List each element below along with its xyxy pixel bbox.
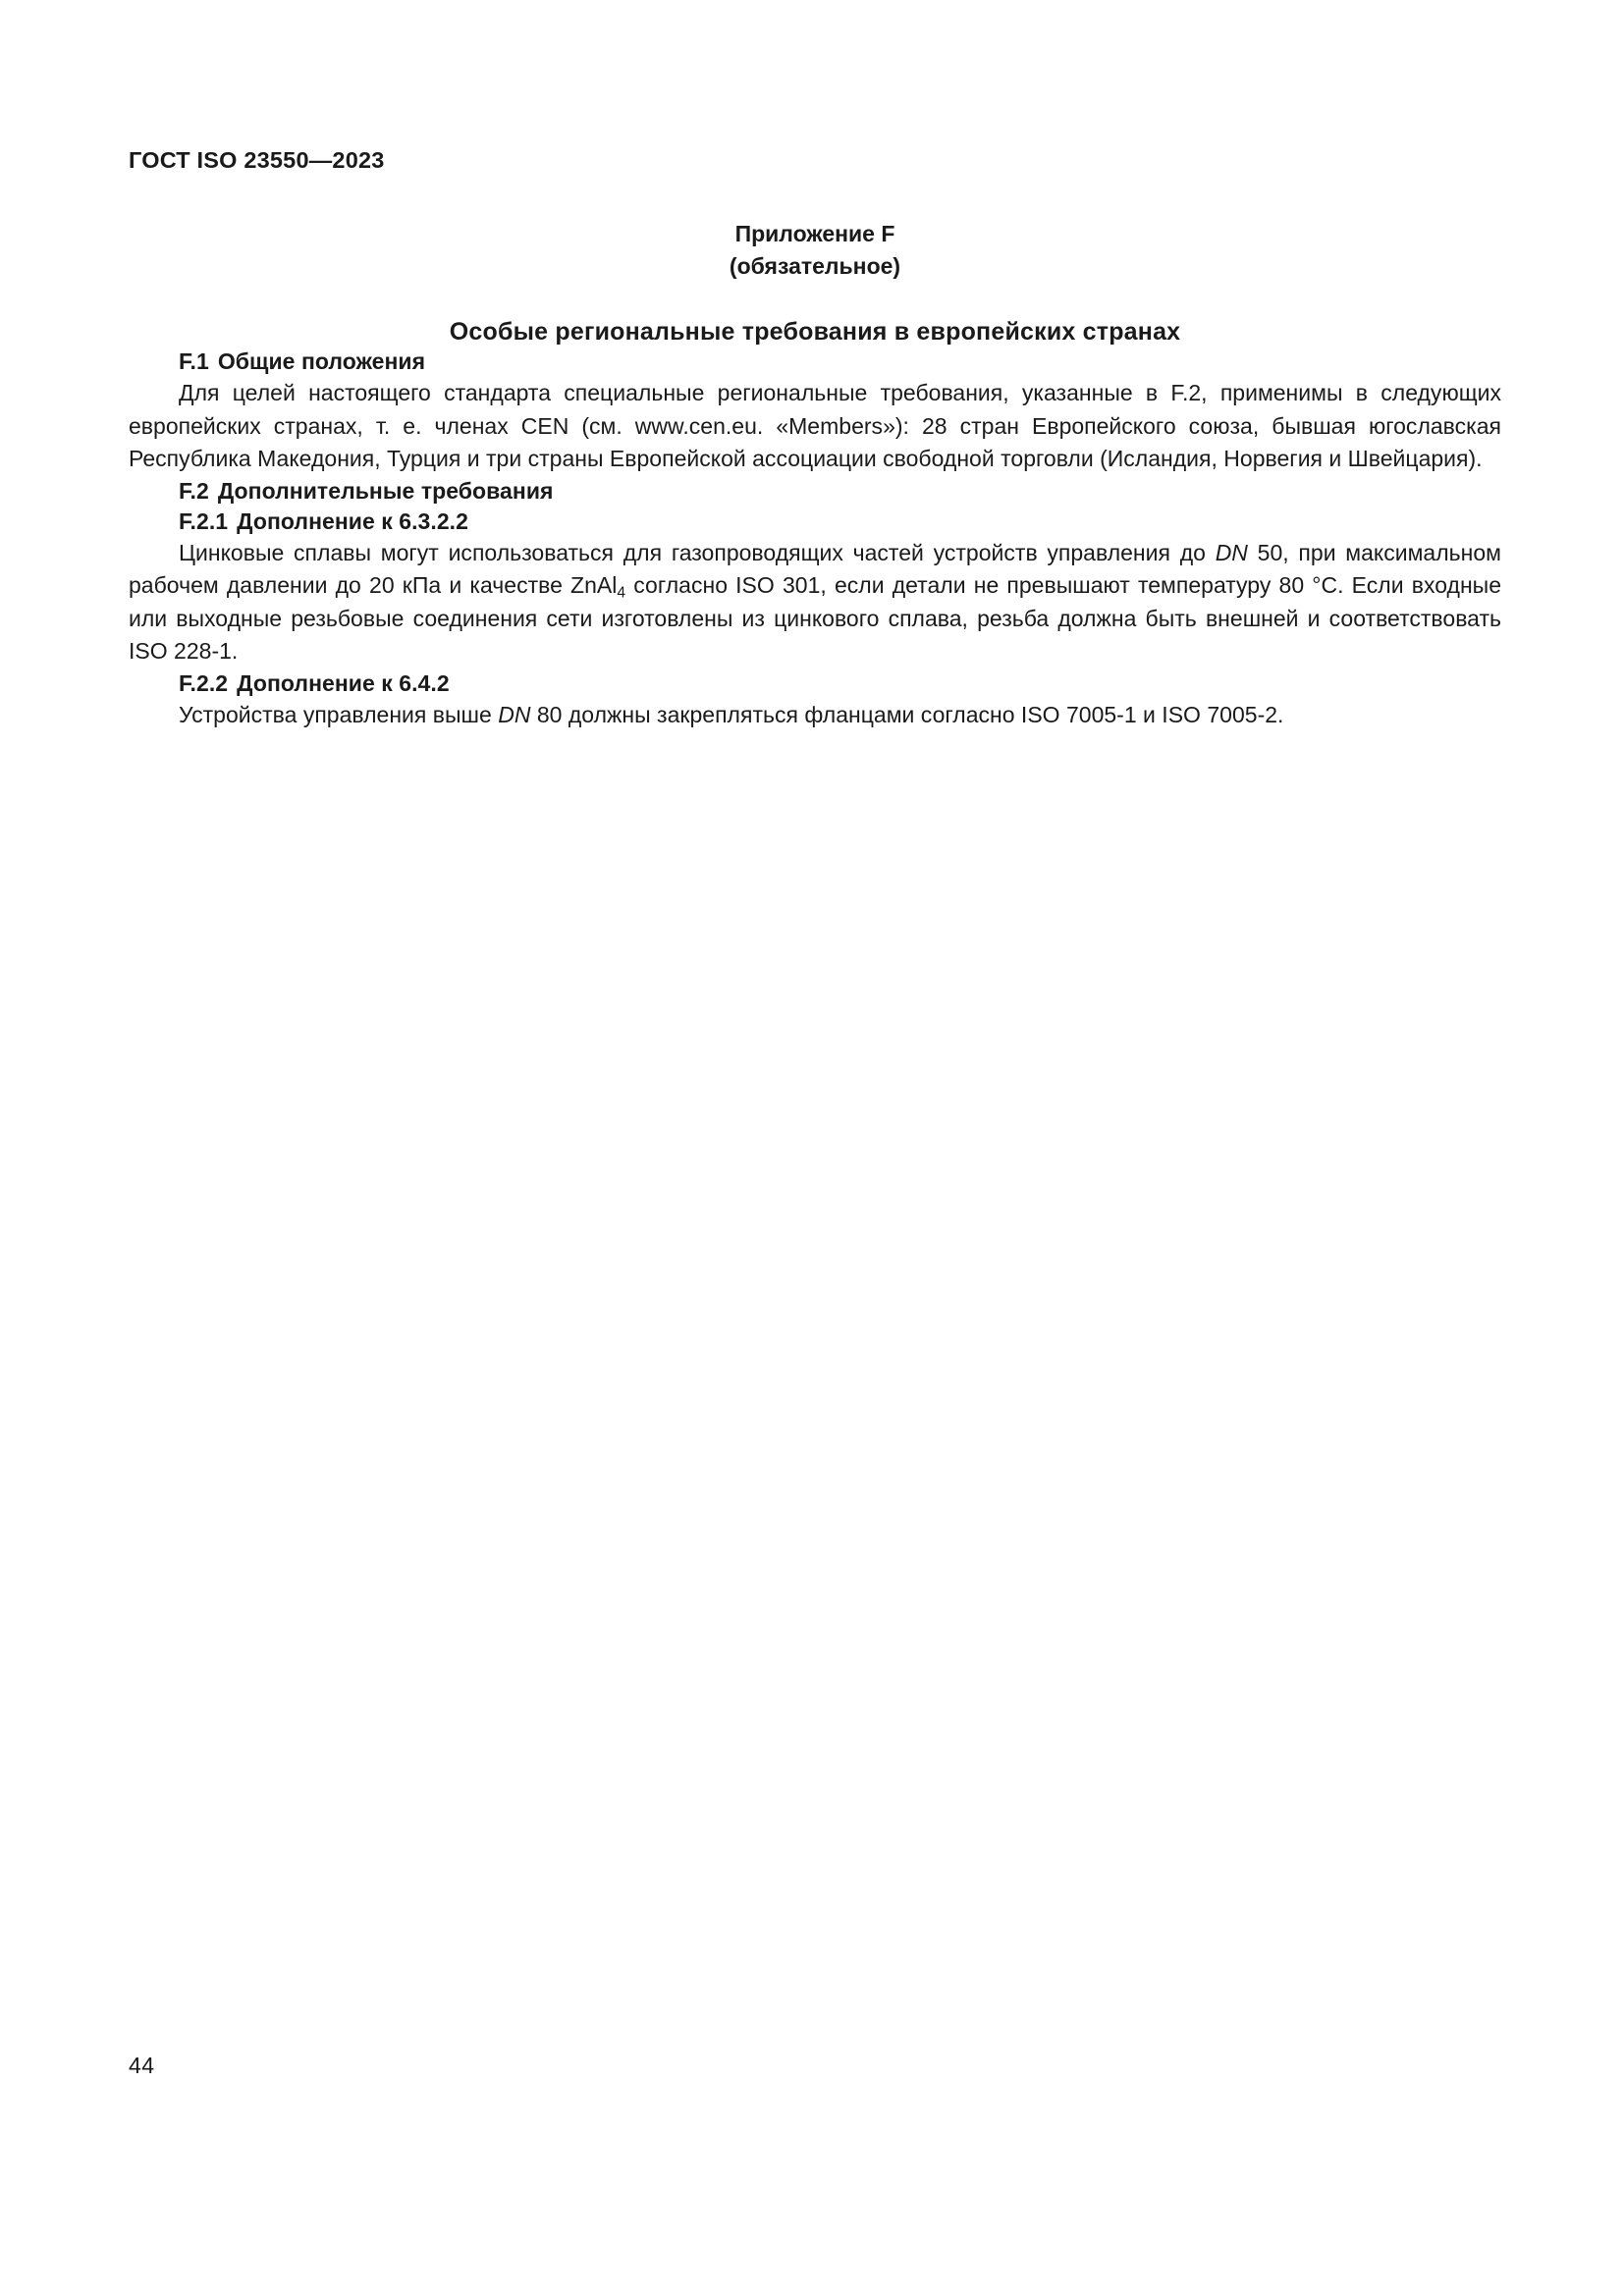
heading-f21-text: Дополнение к 6.3.2.2 [237, 507, 468, 534]
paragraph-f21-part3: согласно ISO 301, если детали не превышают температуру 80 °C. Если входные или выходные резьбовые соединения сети изготовлены из цинкового сплава, резьба должна быть внешней и соответствовать ISO 228-1. [129, 572, 1502, 665]
page-content [129, 218, 1501, 731]
heading-f22-number: F.2.2 [179, 669, 229, 696]
heading-f2 [129, 476, 1501, 507]
term-dn-50: DN [1215, 539, 1248, 565]
heading-f22 [129, 668, 1501, 699]
paragraph-f21-part2: 50, при максимальном рабочем давлении до 20 кПа и качестве ZnAl [129, 539, 1501, 599]
paragraph-f22-part2: 80 должны закрепляться фланцами согласно ISO 7005-1 и ISO 7005-2. [530, 701, 1284, 727]
heading-f2-text: Дополнительные требования [217, 477, 554, 504]
heading-f21 [129, 507, 1501, 537]
heading-f1 [129, 347, 1501, 377]
paragraph-f21 [129, 537, 1501, 668]
paragraph-f22 [129, 699, 1501, 731]
running-head: ГОСТ ISO 23550—2023 [129, 147, 385, 173]
heading-f22-text: Дополнение к 6.4.2 [237, 669, 450, 696]
heading-f2-number: F.2 [179, 477, 209, 504]
paragraph-f21-part1: Цинковые сплавы могут использоваться для газопроводящих частей устройств управления до [179, 539, 1216, 565]
term-dn-80: DN [498, 701, 531, 727]
annex-label-line2: (обязательное) [729, 252, 901, 279]
subscript-znal4: 4 [617, 584, 626, 602]
heading-f1-number: F.1 [179, 348, 209, 375]
annex-title: Особые региональные требования в европейских странах [449, 318, 1181, 347]
annex-label [129, 218, 1501, 282]
paragraph-f22-part1: Устройства управления выше [179, 701, 499, 727]
annex-label-line1: Приложение F [734, 221, 895, 246]
heading-f1-text: Общие положения [217, 348, 426, 375]
heading-f21-number: F.2.1 [179, 507, 229, 534]
page-number: 44 [129, 2053, 155, 2078]
paragraph-f1: Для целей настоящего стандарта специальные региональные требования, указанные в F.2, применимы в следующих европейских странах, т. е. членах CEN (см. www.cen.eu. «Members»): 28 стран Европейского союза, бывшая югославская Республика Македония, Турция и три страны Европейской ассоциации свободной торговли (Исландия, Норвегия и Швейцария). [129, 380, 1501, 472]
